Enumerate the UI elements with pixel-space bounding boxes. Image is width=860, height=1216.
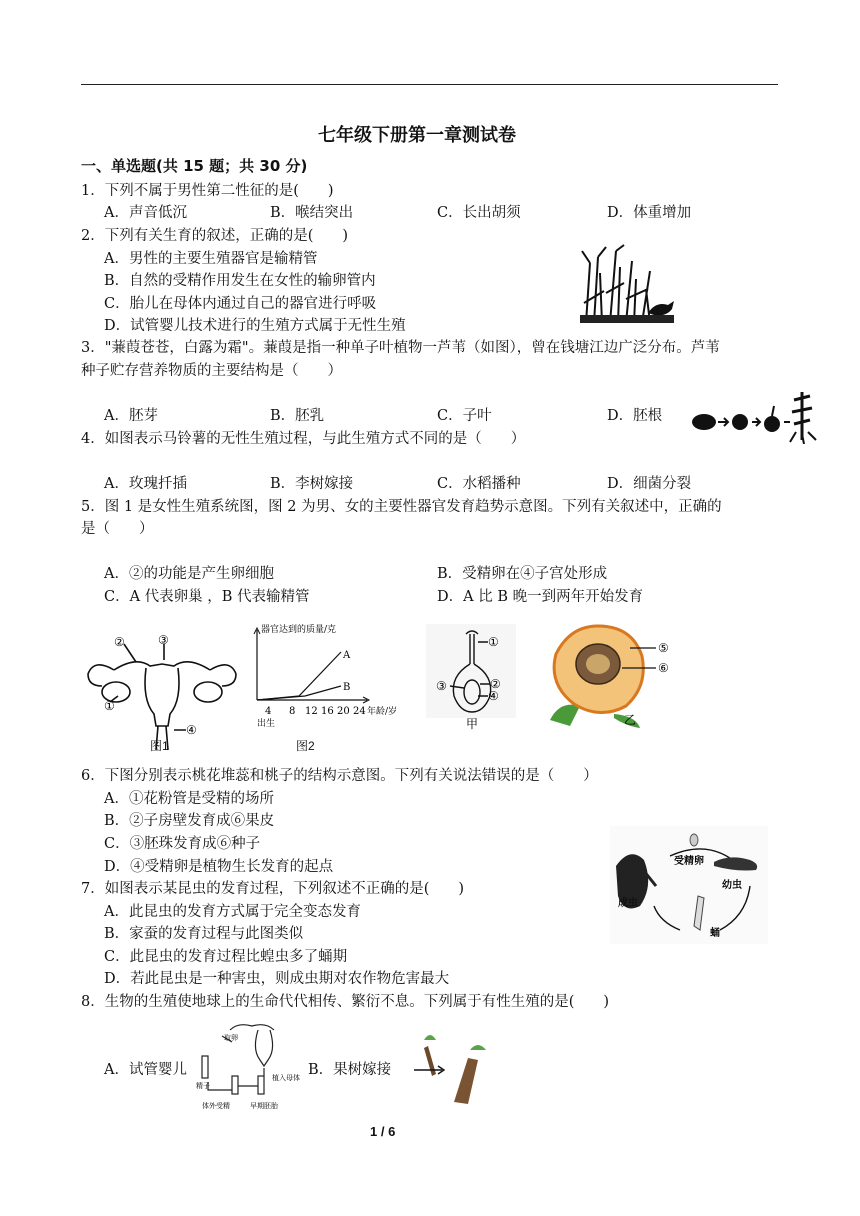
q3-stem-line1: 3．"蒹葭苍苍，白露为霜"。蒹葭是指一种单子叶植物一芦苇（如图），曾在钱塘江边广泛分布。芦苇 bbox=[81, 340, 720, 356]
female-reproductive-system-figure bbox=[84, 630, 240, 754]
q7-option-d: D．若此昆虫是一种害虫，则成虫期对农作物危害最大 bbox=[104, 971, 450, 987]
q6-stem: 6．下图分别表示桃花堆蕊和桃子的结构示意图。下列有关说法错误的是（ ） bbox=[81, 768, 598, 784]
fig2-tick: 20 bbox=[337, 706, 350, 717]
q5-option-d: D．A 比 B 晚一到两年开始发育 bbox=[437, 589, 644, 605]
q2-option-b: B．自然的受精作用发生在女性的输卵管内 bbox=[104, 273, 376, 289]
fig2-tick: 8 bbox=[289, 706, 296, 717]
q7-option-a: A．此昆虫的发育方式属于完全变态发育 bbox=[104, 904, 361, 920]
q3-option-d: D．胚根 bbox=[607, 408, 663, 424]
q7-stem: 7．如图表示某昆虫的发育过程，下列叙述不正确的是( ) bbox=[81, 881, 465, 897]
jia-label-1: ① bbox=[488, 635, 499, 649]
lifecycle-adult-label: 成虫 bbox=[618, 898, 638, 909]
lifecycle-pupa-label: 蛹 bbox=[710, 928, 720, 939]
jia-label-4: ④ bbox=[488, 689, 499, 703]
fig2-curve-b bbox=[257, 686, 341, 700]
q2-option-a: A．男性的主要生殖器官是输精管 bbox=[104, 251, 318, 267]
q3-stem-line2: 种子贮存营养物质的主要结构是（ ） bbox=[81, 363, 342, 379]
fig2-label-b: B bbox=[343, 682, 351, 693]
q4-option-b: B．李树嫁接 bbox=[270, 476, 354, 492]
fig1-label-2: ② bbox=[114, 635, 125, 649]
ivf-sperm-label: 精子 bbox=[196, 1082, 210, 1090]
q8-option-b: B．果树嫁接 bbox=[308, 1062, 392, 1078]
q6-option-a: A．①花粉管是受精的场所 bbox=[104, 791, 274, 807]
q7-option-c: C．此昆虫的发育过程比蝗虫多了蛹期 bbox=[104, 949, 348, 965]
q2-option-c: C．胎儿在母体内通过自己的器官进行呼吸 bbox=[104, 296, 377, 312]
page-number: 1 / 6 bbox=[370, 1124, 396, 1139]
fig1-caption: 图1 bbox=[150, 739, 169, 753]
q1-option-c: C．长出胡须 bbox=[437, 205, 521, 221]
potato-reproduction-illustration bbox=[690, 386, 820, 444]
ivf-take-egg-label: 取卵 bbox=[224, 1034, 238, 1042]
jia-label-2: ② bbox=[490, 677, 501, 691]
fig2-ylabel: 器官达到的质量/克 bbox=[261, 625, 337, 635]
q8-option-a: A．试管婴儿 bbox=[104, 1062, 187, 1078]
q5-stem-line2: 是（ ） bbox=[81, 521, 154, 537]
q7-option-b: B．家蚕的发育过程与此图类似 bbox=[104, 926, 304, 942]
q3-option-c: C．子叶 bbox=[437, 408, 492, 424]
yi-label-6: ⑥ bbox=[658, 661, 669, 675]
q3-option-a: A．胚芽 bbox=[104, 408, 158, 424]
fig2-curve-a bbox=[257, 652, 341, 700]
reed-illustration bbox=[576, 243, 680, 325]
fig1-label-3: ③ bbox=[158, 633, 169, 647]
fig1-label-4: ④ bbox=[186, 723, 197, 737]
fig2-tick: 16 bbox=[321, 706, 334, 717]
lifecycle-egg-label: 受精卵 bbox=[674, 856, 704, 867]
insect-lifecycle-figure bbox=[610, 826, 768, 944]
jia-caption: 甲 bbox=[466, 717, 479, 731]
q3-option-b: B．胚乳 bbox=[270, 408, 325, 424]
pistil-figure-jia bbox=[426, 624, 516, 732]
q1-option-d: D．体重增加 bbox=[607, 205, 692, 221]
fig2-tick: 4 bbox=[265, 706, 272, 717]
peach-figure-yi bbox=[540, 620, 680, 732]
q6-option-d: D．④受精卵是植物生长发育的起点 bbox=[104, 859, 334, 875]
q4-stem: 4．如图表示马铃薯的无性生殖过程，与此生殖方式不同的是（ ） bbox=[81, 431, 526, 447]
q5-option-c: C．A 代表卵巢 ，B 代表输精管 bbox=[104, 589, 310, 605]
q1-stem: 1．下列不属于男性第二性征的是( ) bbox=[81, 183, 334, 199]
yi-caption: 乙 bbox=[624, 713, 637, 727]
q5-option-b: B．受精卵在④子宫处形成 bbox=[437, 566, 608, 582]
q1-option-a: A．声音低沉 bbox=[104, 205, 187, 221]
q2-stem: 2．下列有关生育的叙述，正确的是( ) bbox=[81, 228, 349, 244]
q4-option-c: C．水稻播种 bbox=[437, 476, 521, 492]
fig2-label-a: A bbox=[343, 650, 351, 661]
ivf-implant-label: 植入母体 bbox=[272, 1074, 300, 1082]
q4-option-a: A．玫瑰扦插 bbox=[104, 476, 187, 492]
ivf-fertilization-label: 体外受精 bbox=[202, 1102, 230, 1110]
q6-option-c: C．③胚珠发育成⑥种子 bbox=[104, 836, 261, 852]
q5-option-a: A．②的功能是产生卵细胞 bbox=[104, 566, 274, 582]
fig2-tick: 24 bbox=[353, 706, 366, 717]
q2-option-d: D．试管婴儿技术进行的生殖方式属于无性生殖 bbox=[104, 318, 406, 334]
organ-development-chart bbox=[243, 622, 403, 732]
q4-option-d: D．细菌分裂 bbox=[607, 476, 692, 492]
fig2-caption: 图2 bbox=[296, 739, 315, 753]
ivf-embryo-label: 早期胚胎 bbox=[250, 1102, 278, 1110]
section-heading: 一、单选题(共 15 题；共 30 分) bbox=[81, 157, 308, 175]
q6-option-b: B．②子房壁发育成⑥果皮 bbox=[104, 813, 275, 829]
ivf-diagram bbox=[192, 1020, 306, 1112]
lifecycle-larva-label: 幼虫 bbox=[722, 880, 742, 891]
q1-option-b: B．喉结突出 bbox=[270, 205, 354, 221]
q8-stem: 8．生物的生殖使地球上的生命代代相传、繁衍不息。下列属于有性生殖的是( ) bbox=[81, 994, 610, 1010]
yi-label-5: ⑤ bbox=[658, 641, 669, 655]
fig2-tick: 12 bbox=[305, 706, 318, 717]
fig2-xlabel: 年龄/岁 bbox=[367, 707, 398, 717]
grafting-illustration bbox=[398, 1030, 492, 1104]
fig2-birth-label: 出生 bbox=[257, 719, 276, 729]
header-rule bbox=[81, 84, 778, 85]
jia-label-3: ③ bbox=[436, 679, 447, 693]
q5-stem-line1: 5．图 1 是女性生殖系统图，图 2 为男、女的主要性器官发育趋势示意图。下列有关叙述中，正确的 bbox=[81, 499, 722, 515]
fig1-label-1: ① bbox=[104, 699, 115, 713]
page-title: 七年级下册第一章测试卷 bbox=[318, 125, 516, 146]
